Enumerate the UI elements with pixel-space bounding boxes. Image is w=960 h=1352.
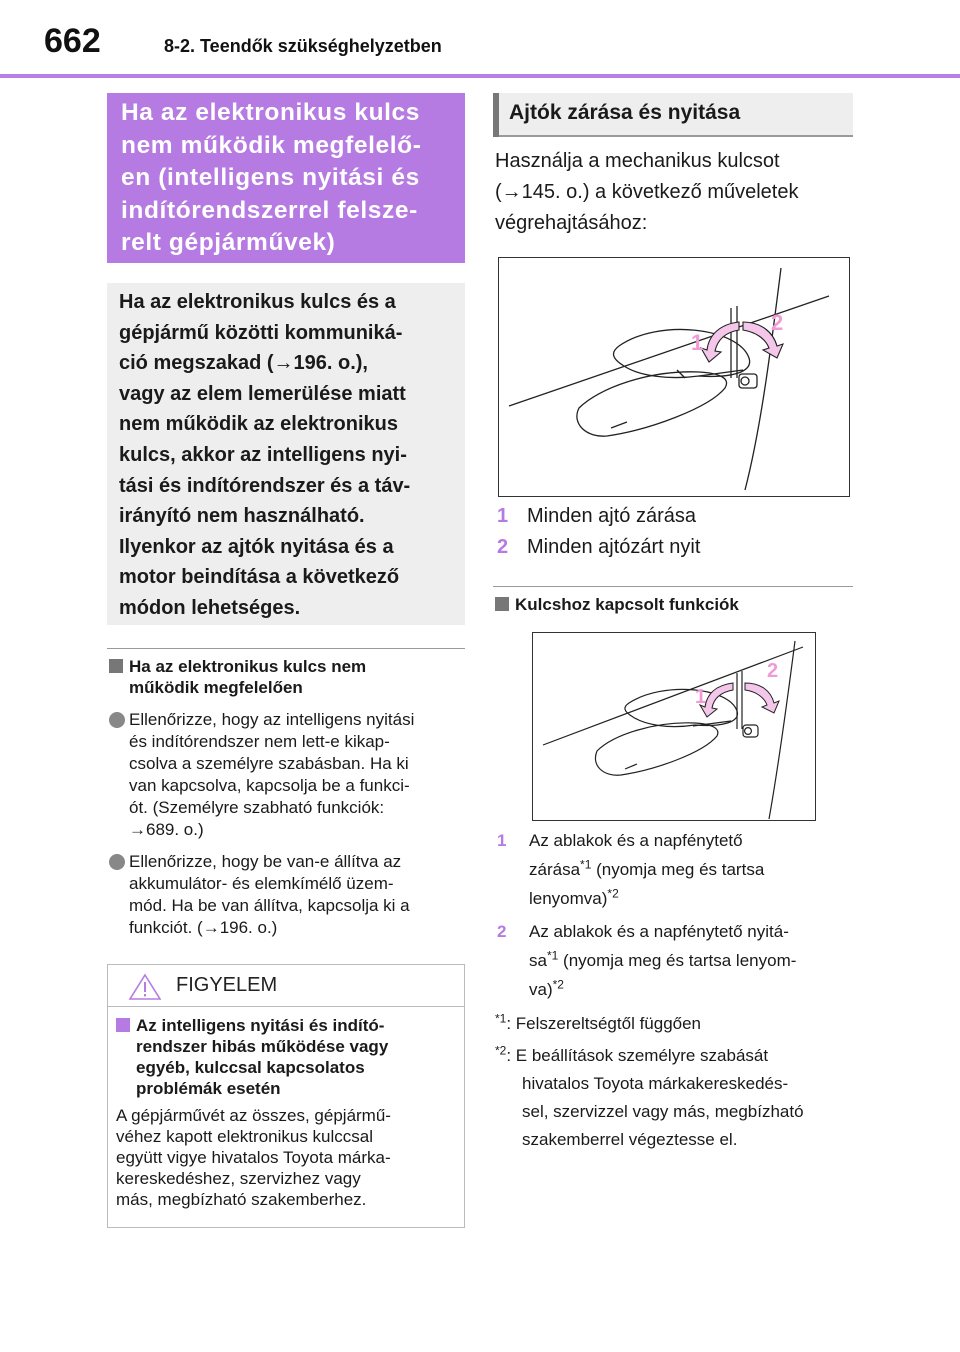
intro-line: Ha az elektronikus kulcs és a bbox=[119, 291, 396, 313]
header-rule bbox=[0, 74, 960, 78]
warning-body-line: A gépjárművét az összes, gépjármű- bbox=[116, 1106, 391, 1125]
footnote-mark: *2 bbox=[495, 1043, 507, 1058]
section-heading-line: Ha az elektronikus kulcs bbox=[121, 99, 420, 126]
bullet-line: akkumulátor- és elemkímélő üzem- bbox=[129, 874, 394, 893]
item-number: 2 bbox=[497, 922, 507, 941]
intro-line: motor beindítása a következő bbox=[119, 566, 400, 589]
warning-title: FIGYELEM bbox=[176, 974, 278, 996]
figure-label-2: 2 bbox=[767, 660, 779, 682]
intro-line: módon lehetséges. bbox=[119, 596, 301, 619]
bullet-line: Ellenőrizze, hogy az intelligens nyitási bbox=[129, 710, 415, 729]
footnote-text: : Felszereltségtől függően bbox=[506, 1014, 702, 1033]
warning-sub-heading bbox=[116, 1015, 388, 1099]
intro-line: nem működik az elektronikus bbox=[119, 413, 398, 436]
page-number: 662 bbox=[44, 22, 101, 60]
figure-label-1: 1 bbox=[695, 686, 707, 708]
figure-label-1: 1 bbox=[691, 330, 704, 355]
intro-line: tási és indítórendszer és a táv- bbox=[119, 474, 411, 497]
intro-line: gépjármű közötti kommuniká- bbox=[119, 321, 403, 344]
footnote-line bbox=[495, 1042, 804, 1070]
bullet-line: csolva a személyre szabásban. Ha ki bbox=[129, 754, 409, 773]
right-title-text: Ajtók zárása és nyitása bbox=[509, 101, 741, 124]
intro-paragraph bbox=[495, 146, 798, 239]
section-heading-line: indítórendszerrel felsze- bbox=[121, 196, 418, 224]
door-handle-illustration bbox=[533, 633, 816, 821]
intro-line: kulcs, akkor az intelligens nyi- bbox=[119, 443, 407, 466]
footnote-ref: *1 bbox=[580, 857, 592, 872]
list-item bbox=[497, 917, 796, 1004]
round-bullet-icon bbox=[109, 712, 125, 728]
footnote-mark: *1 bbox=[495, 1011, 507, 1026]
door-handle-illustration bbox=[499, 258, 850, 497]
footnote-ref: *2 bbox=[552, 977, 564, 992]
section-heading-line: relt gépjárművek) bbox=[121, 229, 336, 256]
item-line-part: (nyomja meg és tartsa bbox=[591, 860, 765, 879]
paragraph-line: (→145. o.) a következő műveletek bbox=[495, 181, 799, 203]
warning-sub-line: Az intelligens nyitási és indító- bbox=[136, 1016, 385, 1035]
intro-line: Ilyenkor az ajtók nyitása és a bbox=[119, 535, 394, 558]
warning-sub-line: problémák esetén bbox=[136, 1079, 281, 1098]
warning-body-line: kereskedéshez, szervizhez vagy bbox=[116, 1169, 361, 1188]
bullet-line: Ellenőrizze, hogy be van-e állítva az bbox=[129, 852, 402, 871]
warning-header bbox=[108, 965, 464, 1007]
sub-heading-line: Kulcshoz kapcsolt funkciók bbox=[515, 595, 739, 614]
paragraph-line: végrehajtásához: bbox=[495, 212, 648, 234]
item-line: Az ablakok és a napfénytető bbox=[529, 831, 743, 850]
section-heading-line: nem működik megfelelő- bbox=[121, 131, 422, 159]
warning-box bbox=[107, 964, 465, 1228]
item-text: Minden ajtózárt nyit bbox=[527, 536, 701, 558]
warning-body bbox=[116, 1105, 391, 1210]
item-line-part: va) bbox=[529, 980, 553, 999]
bullet-line: ót. (Személyre szabható funkciók: bbox=[129, 798, 385, 817]
figure-label-2: 2 bbox=[771, 310, 784, 335]
item-line-part: zárása bbox=[529, 860, 581, 879]
item-line-part: sa bbox=[529, 951, 547, 970]
item-line bbox=[529, 946, 796, 975]
footnote-line: sel, szervizzel vagy más, megbízható bbox=[522, 1102, 804, 1121]
footnote-ref: *1 bbox=[546, 948, 559, 963]
divider bbox=[107, 648, 465, 649]
item-number: 2 bbox=[497, 536, 509, 558]
door-handle-figure-1 bbox=[498, 257, 850, 497]
item-line: Az ablakok és a napfénytető nyitá- bbox=[529, 922, 789, 941]
section-heading-box bbox=[107, 93, 465, 263]
warning-sub-line: rendszer hibás működése vagy bbox=[136, 1037, 389, 1056]
sub-heading bbox=[495, 594, 739, 615]
list-item bbox=[497, 535, 700, 559]
divider bbox=[493, 586, 853, 587]
warning-body-line: együtt vigye hivatalos Toyota márka- bbox=[116, 1148, 391, 1167]
item-line bbox=[529, 975, 796, 1004]
item-number: 1 bbox=[497, 831, 507, 850]
intro-line: ció megszakad (→196. o.), bbox=[119, 352, 368, 375]
section-heading-line: en (intelligens nyitási és bbox=[121, 164, 420, 191]
square-bullet-icon bbox=[116, 1018, 130, 1032]
intro-line: vagy az elem lemerülése miatt bbox=[119, 382, 406, 405]
bullet-item bbox=[109, 709, 414, 841]
sub-heading bbox=[109, 656, 366, 698]
item-number: 1 bbox=[497, 505, 509, 527]
bullet-line: →689. o.) bbox=[129, 820, 204, 839]
footnote-line: szakemberrel végeztesse el. bbox=[522, 1130, 738, 1149]
bullet-line: mód. Ha be van állítva, kapcsolja ki a bbox=[129, 896, 410, 915]
item-line-part: lenyomva) bbox=[529, 889, 608, 908]
footnote-text: : E beállítások személyre szabását bbox=[506, 1046, 769, 1065]
list-item bbox=[497, 504, 696, 528]
footnote-line bbox=[495, 1010, 701, 1038]
bullet-line: van kapcsolva, kapcsolja be a funkci- bbox=[129, 776, 410, 795]
warning-sub-line: egyéb, kulccsal kapcsolatos bbox=[136, 1058, 365, 1077]
item-line-part: (nyomja meg és tartsa lenyom- bbox=[558, 951, 797, 970]
bullet-item bbox=[109, 851, 410, 939]
square-bullet-icon bbox=[495, 597, 509, 611]
bullet-line: és indítórendszer nem lett-e kikap- bbox=[129, 732, 390, 751]
sub-heading-line: működik megfelelően bbox=[129, 678, 303, 697]
item-line bbox=[529, 855, 764, 884]
item-text: Minden ajtó zárása bbox=[527, 505, 696, 527]
footnote bbox=[495, 1042, 804, 1154]
footnote bbox=[495, 1010, 701, 1038]
warning-body-line: véhez kapott elektronikus kulccsal bbox=[116, 1127, 374, 1146]
list-item bbox=[497, 826, 764, 913]
door-handle-figure-2 bbox=[532, 632, 816, 821]
bullet-line: funkciót. (→196. o.) bbox=[129, 918, 278, 937]
round-bullet-icon bbox=[109, 854, 125, 870]
right-section-title bbox=[493, 93, 853, 137]
intro-line: irányító nem használható. bbox=[119, 505, 365, 528]
warning-triangle-icon bbox=[128, 973, 162, 1001]
section-title: 8-2. Teendők szükséghelyzetben bbox=[164, 36, 442, 56]
warning-body-line: más, megbízható szakemberhez. bbox=[116, 1190, 367, 1209]
square-bullet-icon bbox=[109, 659, 123, 673]
paragraph-line: Használja a mechanikus kulcsot bbox=[495, 150, 780, 172]
item-line bbox=[529, 884, 764, 913]
footnote-ref: *2 bbox=[607, 886, 619, 901]
title-accent-bar bbox=[493, 93, 499, 137]
footnote-line: hivatalos Toyota márkakereskedés- bbox=[522, 1074, 789, 1093]
sub-heading-line: Ha az elektronikus kulcs nem bbox=[129, 657, 367, 676]
intro-box bbox=[107, 283, 465, 625]
